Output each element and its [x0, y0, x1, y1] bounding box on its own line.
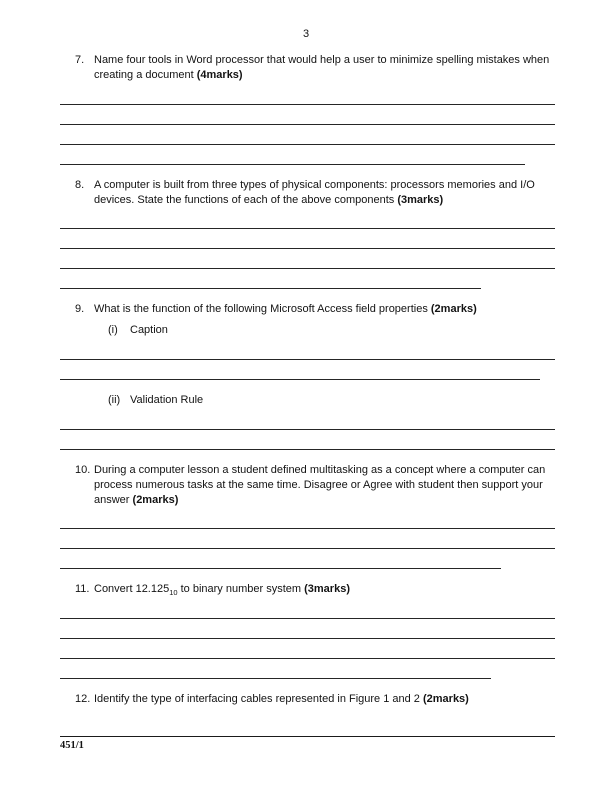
- question-text-body: Name four tools in Word processor that would help a user to minimize spelling mistakes when creating a document: [94, 54, 550, 81]
- question-text: [94, 53, 555, 83]
- answer-lines: [60, 509, 555, 569]
- page-footer: [60, 736, 555, 751]
- question-number: 8.: [75, 178, 85, 191]
- answer-line: [60, 529, 555, 549]
- question-9-part-ii: [108, 393, 555, 408]
- answer-line: [60, 269, 481, 289]
- question-text: [94, 463, 555, 508]
- part-text: Caption: [130, 324, 168, 337]
- question-text-body: Convert 12.125: [94, 583, 170, 596]
- footer-rule: [60, 736, 555, 737]
- part-text: Validation Rule: [130, 394, 204, 407]
- marks-label: (2marks): [422, 693, 469, 706]
- answer-line: [60, 229, 555, 249]
- footer-code: 451/1: [60, 740, 84, 751]
- base-subscript: 10: [169, 588, 178, 598]
- answer-lines: [60, 340, 555, 380]
- question-row: [60, 302, 555, 317]
- question-9: [60, 302, 555, 450]
- answer-lines: [60, 410, 555, 450]
- question-text: [94, 178, 555, 208]
- question-text-body: to binary number system: [177, 583, 305, 596]
- question-row: [60, 53, 555, 83]
- question-text-body: Identify the type of interfacing cables represented in Figure 1 and 2: [94, 693, 423, 706]
- question-row: [60, 692, 555, 707]
- answer-line: [60, 360, 540, 380]
- answer-line: [60, 85, 555, 105]
- answer-line: [60, 509, 555, 529]
- answer-line: [60, 549, 501, 569]
- question-number: 7.: [75, 54, 85, 66]
- answer-line: [60, 125, 555, 145]
- question-7: [60, 53, 555, 165]
- marks-label: (3marks): [304, 583, 350, 596]
- answer-lines: [60, 85, 555, 165]
- answer-line: [60, 105, 555, 125]
- part-label: (ii): [108, 394, 121, 407]
- question-number: 9.: [75, 303, 85, 316]
- answer-line: [60, 599, 555, 619]
- question-9-part-i: [108, 323, 555, 338]
- question-number: 12.: [75, 693, 91, 706]
- question-number: 10.: [75, 463, 91, 476]
- question-text: [94, 692, 555, 707]
- marks-label: (3marks): [397, 193, 444, 206]
- answer-line: [60, 249, 555, 269]
- answer-line: [60, 659, 491, 679]
- marks-label: (4marks): [196, 68, 243, 81]
- answer-line: [60, 410, 555, 430]
- marks-label: (2marks): [132, 493, 179, 506]
- answer-line: [60, 430, 555, 450]
- question-11: [60, 582, 555, 679]
- question-10: [60, 463, 555, 570]
- marks-label: (2marks): [430, 303, 477, 316]
- answer-line: [60, 340, 555, 360]
- question-row: [60, 463, 555, 508]
- answer-line: [60, 145, 525, 165]
- question-8: [60, 178, 555, 290]
- page-number: 3: [302, 28, 310, 40]
- question-12: [60, 692, 555, 707]
- answer-line: [60, 209, 555, 229]
- answer-lines: [60, 599, 555, 679]
- question-text-body: A computer is built from three types of physical components: processors memories and I/O devices. State the functions of each of the above components: [94, 178, 535, 206]
- answer-line: [60, 619, 555, 639]
- question-row: [60, 582, 555, 597]
- part-label: (i): [108, 324, 118, 337]
- question-row: [60, 178, 555, 208]
- question-number: 11.: [75, 583, 90, 596]
- page-content: [60, 53, 555, 707]
- question-text: [94, 302, 555, 317]
- question-text-body: What is the function of the following Microsoft Access field properties: [94, 303, 431, 316]
- question-text: [94, 582, 555, 597]
- answer-lines: [60, 209, 555, 289]
- question-text-body: During a computer lesson a student defined multitasking as a concept where a computer can process numerous tasks at the same time. Disagree or Agree with student then support your answer: [94, 463, 546, 506]
- answer-line: [60, 639, 555, 659]
